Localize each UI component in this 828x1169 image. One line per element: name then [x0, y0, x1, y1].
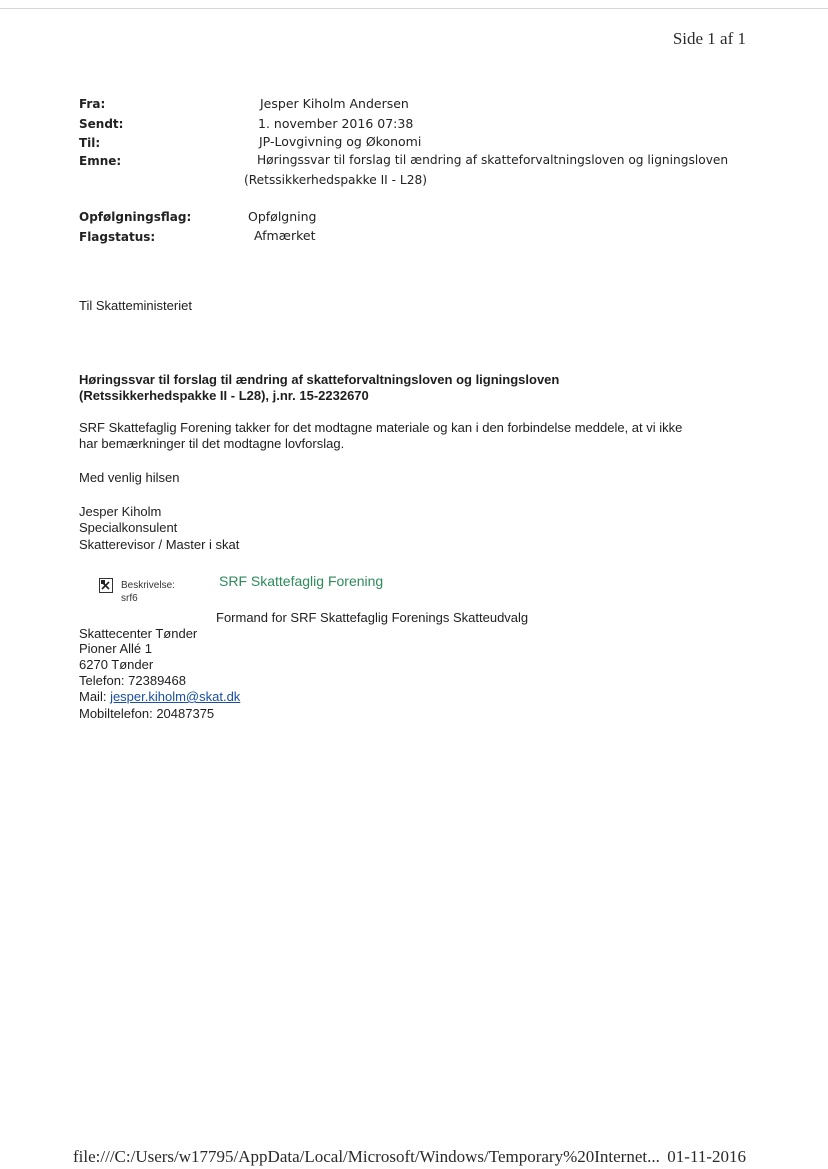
flag-status-value: Afmærket	[254, 228, 316, 243]
footer-file-path: file:///C:/Users/w17795/AppData/Local/Microsoft/Windows/Temporary%20Internet...	[73, 1147, 660, 1166]
organization-name: SRF Skattefaglig Forening	[219, 573, 384, 589]
closing: Med venlig hilsen	[79, 470, 180, 485]
letter-title-line-1: Høringssvar til forslag til ændring af skatteforvaltningsloven og ligningsloven	[79, 372, 560, 387]
sent-value: 1. november 2016 07:38	[258, 116, 414, 131]
top-rule	[0, 8, 828, 9]
mail-line	[79, 689, 240, 704]
subject-label: Emne:	[79, 154, 122, 168]
subject-line-1: Høringssvar til forslag til ændring af skatteforvaltningsloven og ligningsloven	[257, 153, 729, 167]
to-label: Til:	[79, 136, 101, 150]
followup-flag-value: Opfølgning	[248, 209, 317, 224]
from-label: Fra:	[79, 97, 106, 111]
mail-prefix: Mail:	[79, 689, 111, 704]
image-description-label: Beskrivelse:	[121, 580, 175, 591]
letter-title-line-2: (Retssikkerhedspakke II - L28), j.nr. 15-2232670	[79, 388, 369, 403]
footer-date: 01-11-2016	[667, 1147, 746, 1166]
subject-line-2: (Retssikkerhedspakke II - L28)	[244, 173, 427, 187]
signature-title: Specialkonsulent	[79, 520, 178, 535]
to-value: JP-Lovgivning og Økonomi	[259, 134, 422, 149]
body-line-1: SRF Skattefaglig Forening takker for det modtagne materiale og kan i den forbindelse meddele, at vi ikke	[79, 420, 683, 435]
from-value: Jesper Kiholm Andersen	[260, 96, 409, 111]
flag-status-label: Flagstatus:	[79, 230, 156, 244]
body-line-2: har bemærkninger til det modtagne lovforslag.	[79, 436, 345, 451]
signature-name: Jesper Kiholm	[79, 504, 162, 519]
followup-flag-label: Opfølgningsflag:	[79, 210, 192, 224]
chair-line: Formand for SRF Skattefaglig Forenings Skatteudvalg	[216, 610, 529, 625]
recipient: Til Skatteministeriet	[79, 298, 192, 313]
street-address: Pioner Allé 1	[79, 641, 152, 656]
mobile-phone: Mobiltelefon: 20487375	[79, 706, 215, 721]
broken-image-icon	[99, 578, 113, 593]
city-address: 6270 Tønder	[79, 657, 154, 672]
office-name: Skattecenter Tønder	[79, 626, 198, 641]
signature-role: Skatterevisor / Master i skat	[79, 537, 240, 552]
image-description-value: srf6	[121, 593, 138, 604]
phone: Telefon: 72389468	[79, 673, 186, 688]
page-number: Side 1 af 1	[672, 29, 746, 48]
email-link[interactable]: jesper.kiholm@skat.dk	[110, 689, 241, 704]
sent-label: Sendt:	[79, 117, 124, 131]
